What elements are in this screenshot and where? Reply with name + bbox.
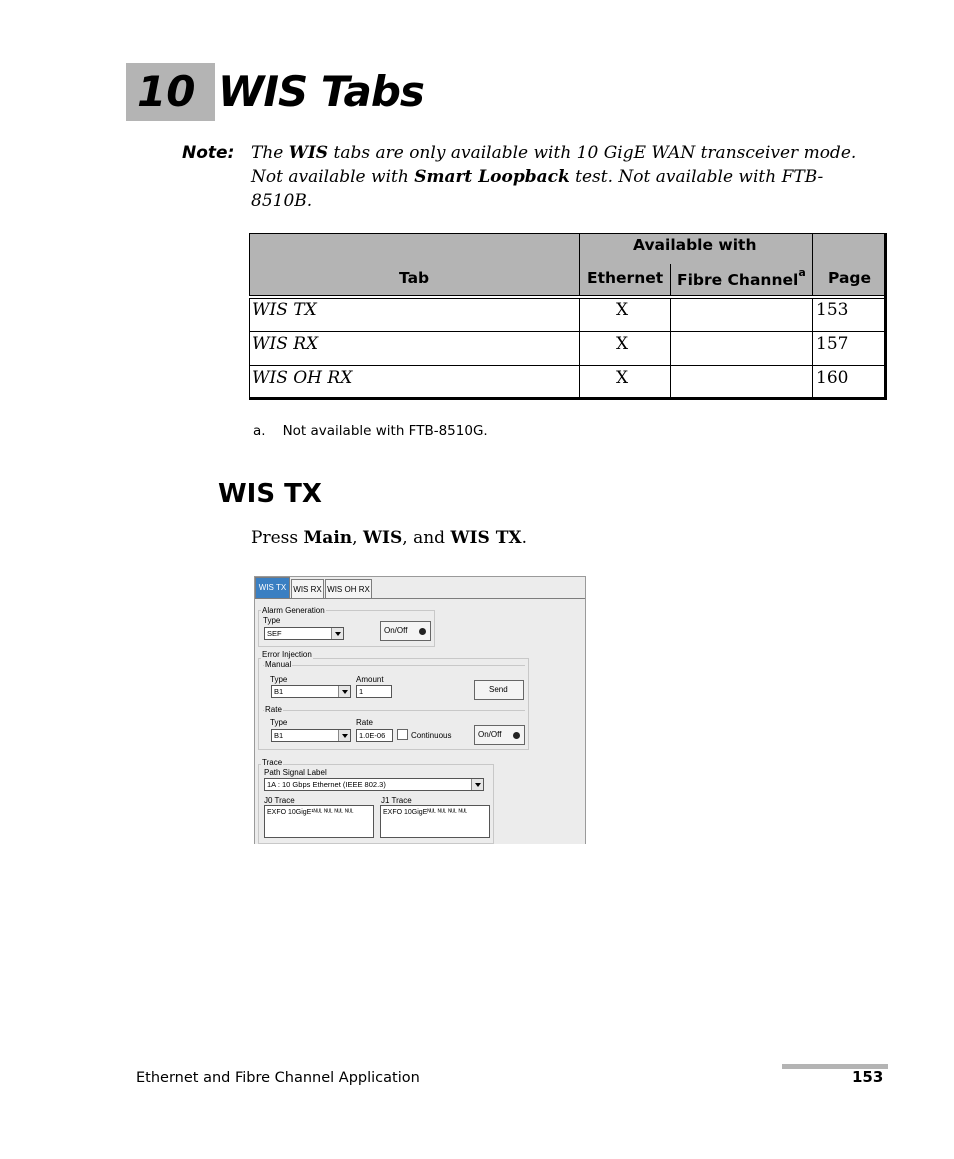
rate-type-select[interactable]: B1 — [271, 729, 351, 742]
chevron-down-icon — [338, 730, 350, 741]
alarm-type-label: Type — [263, 616, 281, 625]
rate-group-label: Rate — [265, 705, 282, 714]
alarm-type-select[interactable]: SEF — [264, 627, 344, 640]
send-button[interactable]: Send — [474, 680, 524, 700]
row-wis-oh-rx-page: 160 — [816, 368, 849, 388]
header-fibre-channel: Fibre Channel$^a$ — [677, 266, 806, 290]
manual-type-label: Type — [270, 675, 288, 684]
wis-tx-screenshot — [254, 576, 586, 844]
j0-trace-label: J0 Trace — [264, 796, 295, 805]
row-wis-rx-page: 157 — [816, 334, 849, 354]
tab-wis-tx[interactable]: WIS TX — [255, 577, 290, 599]
chapter-title: WIS Tabs — [218, 67, 424, 116]
continuous-checkbox[interactable] — [397, 729, 408, 740]
header-ethernet: Ethernet — [587, 269, 664, 287]
table-footnote: a. Not available with FTB-8510G. — [253, 423, 488, 439]
row-wis-tx-page: 153 — [816, 300, 849, 320]
row-wis-oh-rx-ethernet: X — [616, 368, 629, 388]
amount-label: Amount — [356, 675, 384, 684]
psl-select[interactable]: 1A : 10 Gbps Ethernet (IEEE 802.3) — [264, 778, 484, 791]
section-title: WIS TX — [218, 479, 322, 509]
row-wis-rx-tab: WIS RX — [252, 334, 319, 354]
rate-type-label: Type — [270, 718, 288, 727]
header-page: Page — [828, 269, 872, 287]
row-wis-tx-ethernet: X — [616, 300, 629, 320]
rate-onoff-button[interactable]: On/Off — [474, 725, 525, 745]
tab-wis-oh-rx[interactable]: WIS OH RX — [325, 579, 372, 599]
page-number: 153 — [852, 1068, 884, 1086]
tabs-table — [249, 233, 887, 400]
alarm-onoff-button[interactable]: On/Off — [380, 621, 431, 641]
amount-input[interactable]: 1 — [356, 685, 392, 698]
rate-label: Rate — [356, 718, 373, 727]
header-tab: Tab — [399, 269, 430, 287]
chevron-down-icon — [471, 779, 483, 790]
press-instruction: Press Main, WIS, and WIS TX. — [251, 528, 527, 548]
row-wis-rx-ethernet: X — [616, 334, 629, 354]
manual-type-select[interactable]: B1 — [271, 685, 351, 698]
note-text: The WIS tabs are only available with 10 GigE WAN transceiver mode. Not available with Smart Loopback test. Not available with FTB-8510B. — [251, 143, 857, 211]
rate-input[interactable]: 1.0E-06 — [356, 729, 393, 742]
chapter-number: 10 — [137, 67, 196, 116]
chevron-down-icon — [338, 686, 350, 697]
tab-wis-rx[interactable]: WIS RX — [291, 579, 324, 599]
j0-trace-field[interactable]: EXFO 10GigE¹ᴺᵁᴸ ᴺᵁᴸ ᴺᵁᴸ ᴺᵁᴸ — [264, 805, 374, 838]
led-icon — [419, 628, 426, 635]
j1-trace-field[interactable]: EXFO 10GigEᴺᵁᴸ ᴺᵁᴸ ᴺᵁᴸ ᴺᵁᴸ — [380, 805, 490, 838]
footer-title: Ethernet and Fibre Channel Application — [136, 1070, 420, 1086]
led-icon — [513, 732, 520, 739]
alarm-generation-label: Alarm Generation — [262, 606, 325, 615]
error-injection-label: Error Injection — [262, 650, 312, 659]
note-label: Note: — [182, 143, 235, 163]
j1-trace-label: J1 Trace — [381, 796, 412, 805]
trace-label: Trace — [262, 758, 283, 767]
manual-label: Manual — [265, 660, 292, 669]
psl-label: Path Signal Label — [264, 768, 327, 777]
chevron-down-icon — [331, 628, 343, 639]
continuous-label: Continuous — [411, 731, 452, 740]
row-wis-tx-tab: WIS TX — [252, 300, 317, 320]
row-wis-oh-rx-tab: WIS OH RX — [252, 368, 353, 388]
header-available-with: Available with — [633, 236, 757, 254]
